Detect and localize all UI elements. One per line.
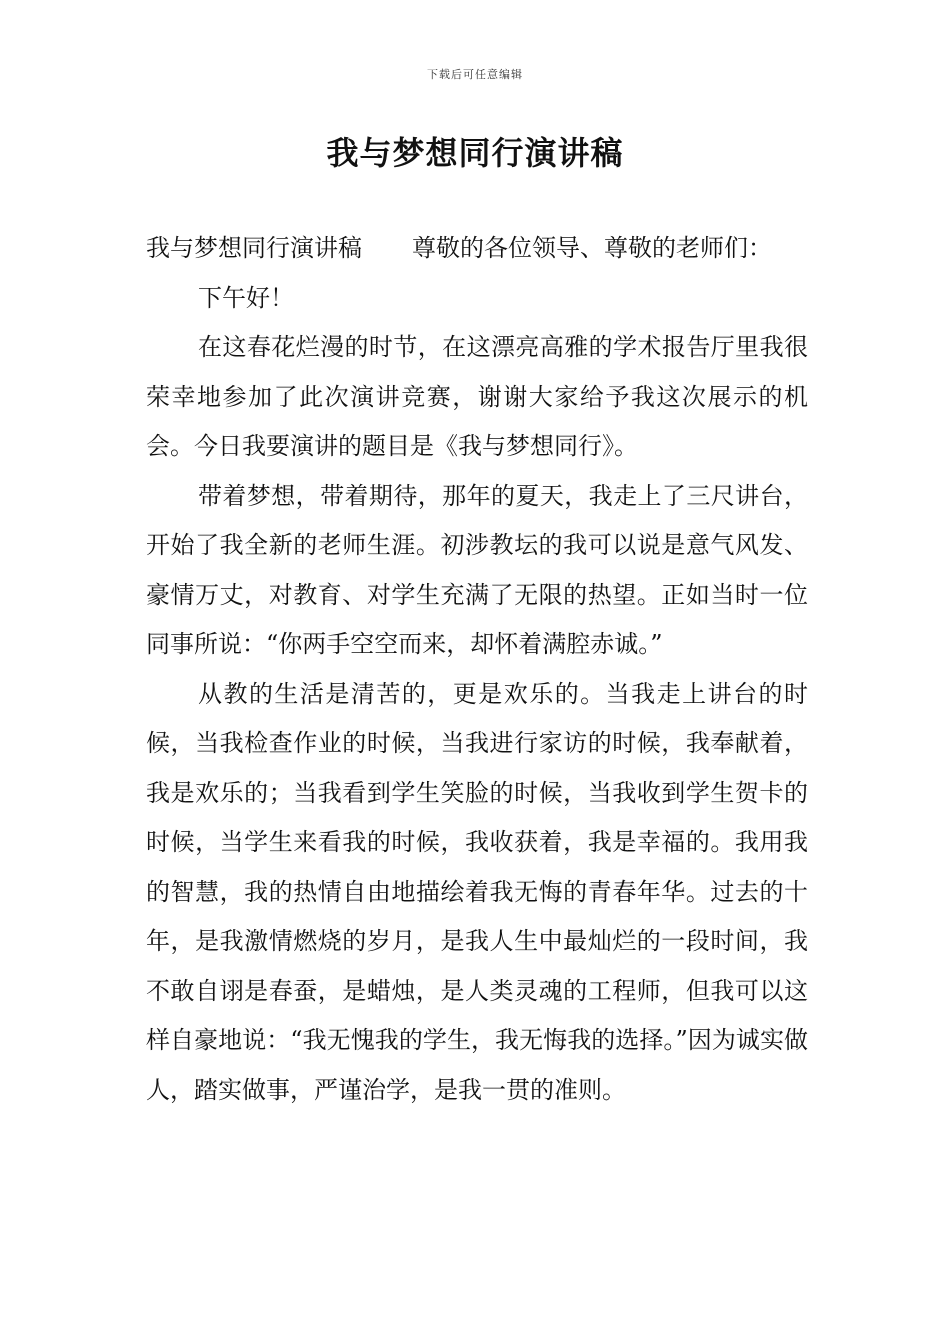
document-body [146,224,808,1115]
header-note: 下载后可任意编辑 [427,68,523,81]
paragraph-greeting: 下午好！ [198,283,294,312]
opening-line [146,224,808,274]
salutation: 尊敬的各位领导、尊敬的老师们： [412,234,772,262]
document-title: 我与梦想同行演讲稿 [326,134,624,172]
paragraph-introduction: 在这春花烂漫的时节，在这漂亮高雅的学术报告厅里我很荣幸地参加了此次演讲竞赛，谢谢大家给予我这次展示的机会。今日我要演讲的题目是《我与梦想同行》。 [146,333,808,460]
opening-prefix: 我与梦想同行演讲稿 [146,234,362,262]
paragraph-beginning-career: 带着梦想，带着期待，那年的夏天，我走上了三尺讲台，开始了我全新的老师生涯。初涉教坛的我可以说是意气风发、豪情万丈，对教育、对学生充满了无限的热望。正如当时一位同事所说：“你两手空空而来，却怀着满腔赤诚。” [146,481,808,658]
paragraph-teaching-life: 从教的生活是清苦的，更是欢乐的。当我走上讲台的时候，当我检查作业的时候，当我进行家访的时候，我奉献着，我是欢乐的；当我看到学生笑脸的时候，当我收到学生贺卡的时候，当学生来看我的时候，我收获着，我是幸福的。我用我的智慧，我的热情自由地描绘着我无悔的青春年华。过去的十年，是我激情燃烧的岁月，是我人生中最灿烂的一段时间，我不敢自诩是春蚕，是蜡烛，是人类灵魂的工程师，但我可以这样自豪地说：“我无愧我的学生，我无悔我的选择。”因为诚实做人，踏实做事，严谨治学，是我一贯的准则。 [146,679,808,1104]
